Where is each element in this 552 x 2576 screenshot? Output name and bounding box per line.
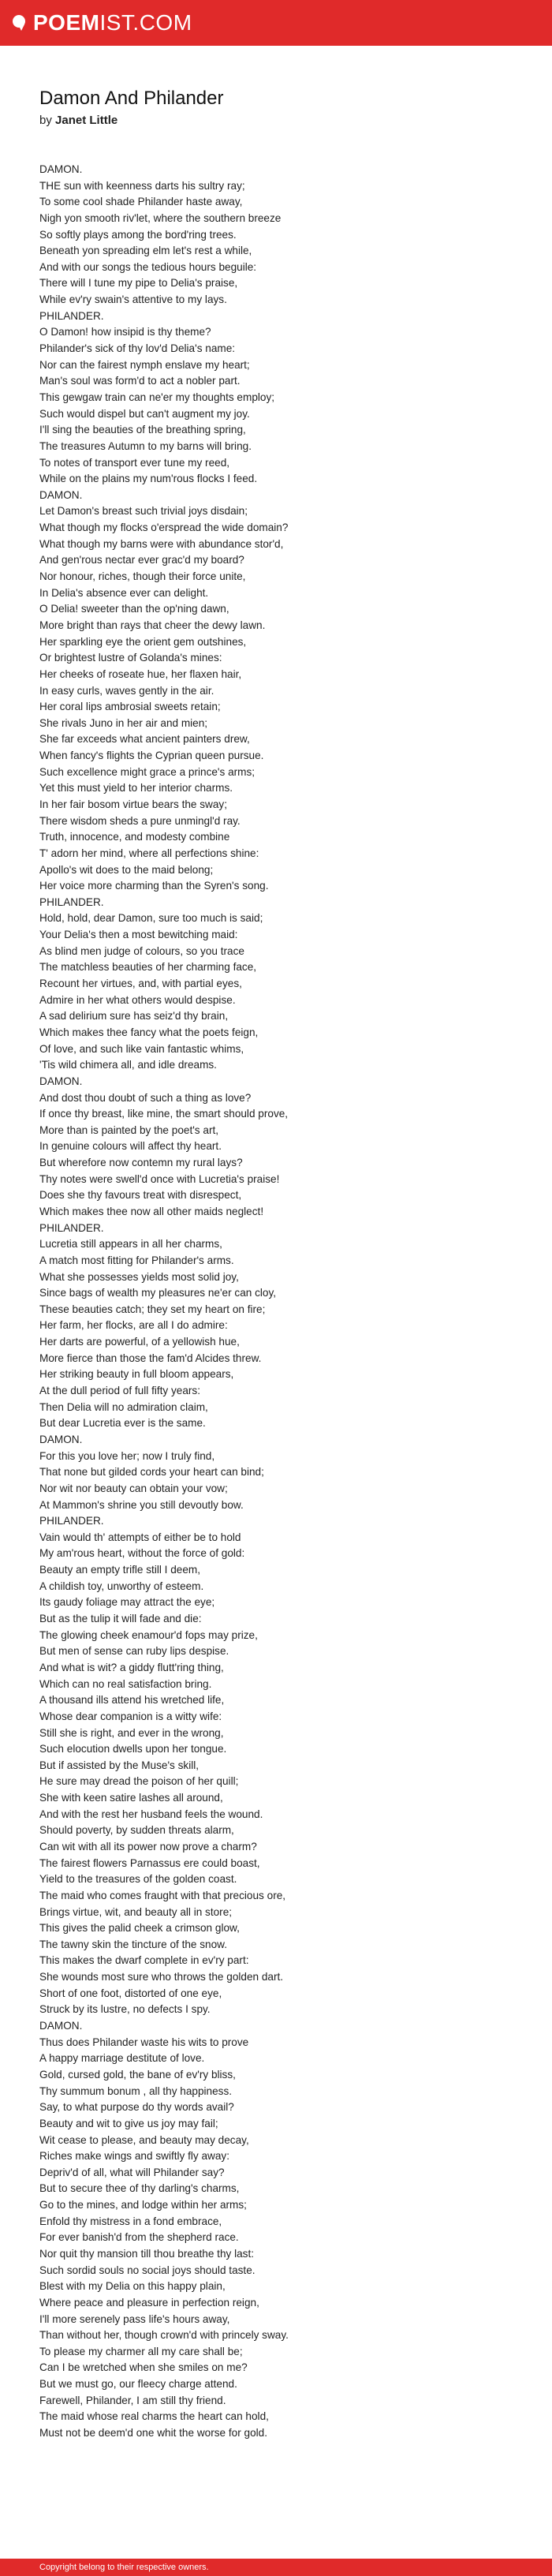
poem-line: Her coral lips ambrosial sweets retain; <box>39 701 221 713</box>
poem-line: To some cool shade Philander haste away, <box>39 196 243 208</box>
poem-line: A thousand ills attend his wretched life, <box>39 1694 225 1707</box>
poem-line: And with the rest her husband feels the wound. <box>39 1808 263 1820</box>
poem-line: Nor honour, riches, though their force unite, <box>39 570 246 583</box>
poem-line: But we must go, our fleecy charge attend. <box>39 2378 237 2391</box>
poem-line: A sad delirium sure has seiz'd thy brain, <box>39 1010 229 1023</box>
poem-line: Thy notes were swell'd once with Lucretia's praise! <box>39 1172 280 1185</box>
poem-line: Such would dispel but can't augment my joy. <box>39 407 250 420</box>
author-link[interactable]: Janet Little <box>55 114 118 127</box>
poem-line: But dear Lucretia ever is the same. <box>39 1417 206 1430</box>
poem-line: When fancy's flights the Cyprian queen pursue. <box>39 750 264 762</box>
poem-line: The maid whose real charms the heart can hold, <box>39 2410 269 2423</box>
poem-line: At the dull period of full fifty years: <box>39 1385 201 1397</box>
poem-line: Which makes thee now all other maids neglect! <box>39 1206 264 1217</box>
poem-line: More than is painted by the poet's art, <box>39 1123 219 1136</box>
poem-line: There wisdom sheds a pure unmingl'd ray. <box>39 814 241 827</box>
poem-line: Thus does Philander waste his wits to prove <box>39 2036 249 2048</box>
poem-line: And gen'rous nectar ever grac'd my board? <box>39 554 244 566</box>
poem-line: I'll sing the beauties of the breathing spring, <box>39 424 246 436</box>
poem-line: What though my flocks o'erspread the wide domain? <box>39 522 289 534</box>
poem-line: If once thy breast, like mine, the smart should prove, <box>39 1108 289 1120</box>
poem-line: Nor can the fairest nymph enslave my heart; <box>39 358 250 371</box>
poem-line: The tawny skin the tincture of the snow. <box>39 1938 228 1950</box>
poem-line: Blest with my Delia on this happy plain, <box>39 2280 226 2293</box>
poem-line: Whose dear companion is a witty wife: <box>39 1710 222 1722</box>
poem-line: Which can no real satisfaction bring. <box>39 1677 212 1690</box>
poem-line: Must not be deem'd one whit the worse for gold. <box>39 2427 267 2440</box>
poem-line: In Delia's absence ever can delight. <box>39 586 209 599</box>
poem-line: My am'rous heart, without the force of gold: <box>39 1547 245 1560</box>
poem-line: A match most fitting for Philander's arms. <box>39 1254 234 1266</box>
poem-line: Short of one foot, distorted of one eye, <box>39 1987 222 1999</box>
poem-line: In her fair bosom virtue bears the sway; <box>39 798 227 810</box>
poem-line: Such excellence might grace a prince's arms; <box>39 765 255 778</box>
poem-line: Such sordid souls no social joys should taste. <box>39 2264 255 2276</box>
poem-line: PHILANDER. <box>39 1515 104 1527</box>
poem-line: Farewell, Philander, I am still thy friend. <box>39 2394 226 2406</box>
poem-line: To notes of transport ever tune my reed, <box>39 456 230 469</box>
poem-line: Nor quit thy mansion till thou breathe thy last: <box>39 2248 255 2260</box>
poem-line: The maid who comes fraught with that precious ore, <box>39 1889 286 1901</box>
poem-line: She wounds most sure who throws the golden dart. <box>39 1971 284 1983</box>
pen-nib-icon[interactable] <box>11 15 27 31</box>
poem-line: Your Delia's then a most bewitching maid: <box>39 929 238 941</box>
poem-line: These beauties catch; they set my heart on fire; <box>39 1303 266 1315</box>
poem-line: Thy summum bonum , all thy happiness. <box>39 2084 233 2097</box>
site-logo[interactable] <box>33 10 192 36</box>
poem-line: Then Delia will no admiration claim, <box>39 1400 208 1413</box>
poem-line: Does she thy favours treat with disrespect, <box>39 1189 242 1202</box>
poem-line: She far exceeds what ancient painters drew, <box>39 733 250 746</box>
byline <box>39 113 513 129</box>
poem-line: What she possesses yields most solid joy, <box>39 1270 239 1283</box>
poem-line: Yet this must yield to her interior charms. <box>39 782 233 794</box>
poem-line: Gold, cursed gold, the bane of ev'ry bliss, <box>39 2068 236 2081</box>
poem-line: She with keen satire lashes all around, <box>39 1792 223 1804</box>
poem-line: Should poverty, by sudden threats alarm, <box>39 1824 234 1837</box>
poem-line: Her darts are powerful, of a yellowish hue, <box>39 1336 240 1348</box>
poem-line: 'Tis wild chimera all, and idle dreams. <box>39 1059 217 1071</box>
site-header <box>0 0 552 46</box>
poem-line: Her sparkling eye the orient gem outshines, <box>39 635 247 648</box>
poem-body <box>39 162 513 2442</box>
poem-line: And what is wit? a giddy flutt'ring thing, <box>39 1661 224 1673</box>
poem-line: DAMON. <box>39 163 83 175</box>
poem-line: And dost thou doubt of such a thing as love? <box>39 1091 252 1104</box>
poem-line: This makes the dwarf complete in ev'ry part: <box>39 1954 249 1967</box>
poem-container <box>39 87 513 2442</box>
poem-line: Nor wit nor beauty can obtain your vow; <box>39 1482 228 1494</box>
poem-line: Hold, hold, dear Damon, sure too much is said; <box>39 912 263 925</box>
poem-line: But wherefore now contemn my rural lays? <box>39 1157 243 1169</box>
poem-line: Go to the mines, and lodge within her arms; <box>39 2199 247 2211</box>
poem-line: The treasures Autumn to my barns will bring. <box>39 439 252 452</box>
poem-line: Admire in her what others would despise. <box>39 993 236 1006</box>
poem-line: She rivals Juno in her air and mien; <box>39 716 208 729</box>
poem-line: More fierce than those the fam'd Alcides threw. <box>39 1352 262 1364</box>
poem-line: So softly plays among the bord'ring trees. <box>39 228 237 241</box>
poem-line: But as the tulip it will fade and die: <box>39 1613 202 1625</box>
poem-line: Which makes thee fancy what the poets feign, <box>39 1026 259 1038</box>
poem-line: Such elocution dwells upon her tongue. <box>39 1743 227 1755</box>
poem-line: The fairest flowers Parnassus ere could boast, <box>39 1856 260 1869</box>
poem-line: DAMON. <box>39 1075 83 1087</box>
site-footer <box>0 2559 552 2576</box>
poem-line: But men of sense can ruby lips despise. <box>39 1645 229 1658</box>
poem-line: PHILANDER. <box>39 895 104 908</box>
logo-bold-text: POEM <box>33 10 100 35</box>
poem-line: In easy curls, waves gently in the air. <box>39 684 214 697</box>
poem-line: That none but gilded cords your heart can bind; <box>39 1466 264 1479</box>
poem-line: Yield to the treasures of the golden coast. <box>39 1873 237 1886</box>
poem-line: O Damon! how insipid is thy theme? <box>39 326 211 338</box>
poem-line: Or brightest lustre of Golanda's mines: <box>39 652 222 664</box>
poem-line: Man's soul was form'd to act a nobler part. <box>39 375 241 387</box>
poem-line: Can I be wretched when she smiles on me? <box>39 2361 248 2374</box>
poem-line: Beneath yon spreading elm let's rest a while, <box>39 245 252 257</box>
poem-line: Brings virtue, wit, and beauty all in store; <box>39 1905 233 1918</box>
poem-line: I'll more serenely pass life's hours away, <box>39 2312 230 2325</box>
poem-line: In genuine colours will affect thy heart. <box>39 1140 222 1153</box>
copyright-text: Copyright belong to their respective owners. <box>39 2563 209 2572</box>
poem-line: More bright than rays that cheer the dewy lawn. <box>39 619 266 631</box>
poem-line: The matchless beauties of her charming face, <box>39 961 257 974</box>
poem-line: Philander's sick of thy lov'd Delia's name: <box>39 342 236 355</box>
poem-line: While on the plains my num'rous flocks I feed. <box>39 473 258 485</box>
poem-title: Damon And Philander <box>39 88 224 109</box>
poem-line: Lucretia still appears in all her charms, <box>39 1238 222 1251</box>
poem-line: Beauty an empty trifle still I deem, <box>39 1564 200 1576</box>
poem-line: A childish toy, unworthy of esteem. <box>39 1580 204 1592</box>
poem-line: He sure may dread the poison of her quill; <box>39 1775 239 1788</box>
poem-line: Wit cease to please, and beauty may decay, <box>39 2133 249 2146</box>
poem-line: Her cheeks of roseate hue, her flaxen hair, <box>39 667 242 680</box>
poem-line: But to secure thee of thy darling's charms, <box>39 2182 240 2195</box>
poem-line: DAMON. <box>39 488 83 501</box>
poem-line: DAMON. <box>39 1433 83 1445</box>
poem-line: But if assisted by the Muse's skill, <box>39 1759 200 1771</box>
poem-line: PHILANDER. <box>39 1221 104 1234</box>
poem-line: Struck by its lustre, no defects I spy. <box>39 2003 211 2016</box>
poem-line: DAMON. <box>39 2020 83 2032</box>
poem-line: Than without her, though crown'd with princely sway. <box>39 2329 289 2342</box>
poem-line: Where peace and pleasure in perfection reign, <box>39 2296 259 2309</box>
poem-line: Let Damon's breast such trivial joys disdain; <box>39 505 248 518</box>
poem-line: Recount her virtues, and, with partial eyes, <box>39 978 242 990</box>
poem-line: A happy marriage destitute of love. <box>39 2052 205 2065</box>
poem-line: Can wit with all its power now prove a charm? <box>39 1840 257 1853</box>
poem-line: Her striking beauty in full bloom appears, <box>39 1368 234 1381</box>
poem-line: Enfold thy mistress in a fond embrace, <box>39 2215 222 2227</box>
poem-line: At Mammon's shrine you still devoutly bow. <box>39 1498 244 1511</box>
logo-light-text: IST.COM <box>99 10 192 35</box>
poem-line: Of love, and such like vain fantastic whims, <box>39 1042 244 1055</box>
poem-line: To please my charmer all my care shall be; <box>39 2345 243 2357</box>
poem-line: This gives the palid cheek a crimson glow, <box>39 1922 240 1935</box>
poem-line: For ever banish'd from the shepherd race. <box>39 2231 239 2244</box>
poem-line: O Delia! sweeter than the op'ning dawn, <box>39 603 229 615</box>
poem-line: PHILANDER. <box>39 309 104 322</box>
poem-line: Still she is right, and ever in the wrong, <box>39 1726 224 1739</box>
poem-line: T' adorn her mind, where all perfections shine: <box>39 847 259 859</box>
poem-line: Truth, innocence, and modesty combine <box>39 831 230 843</box>
poem-line: Riches make wings and swiftly fly away: <box>39 2150 229 2163</box>
poem-line: The glowing cheek enamour'd fops may prize, <box>39 1628 258 1641</box>
poem-line: Beauty and wit to give us joy may fail; <box>39 2117 218 2129</box>
poem-line: Apollo's wit does to the maid belong; <box>39 863 214 876</box>
poem-line: This gewgaw train can ne'er my thoughts employ; <box>39 391 275 403</box>
poem-line: As blind men judge of colours, so you trace <box>39 944 244 957</box>
poem-line: THE sun with keenness darts his sultry ray; <box>39 179 245 192</box>
poem-line: While ev'ry swain's attentive to my lays. <box>39 293 227 306</box>
poem-line: Her farm, her flocks, are all I do admire: <box>39 1319 228 1332</box>
poem-line: And with our songs the tedious hours beguile: <box>39 260 257 273</box>
poem-line: Her voice more charming than the Syren's song. <box>39 880 269 892</box>
poem-line: Say, to what purpose do thy words avail? <box>39 2101 234 2114</box>
poem-line: Nigh yon smooth riv'let, where the southern breeze <box>39 211 282 224</box>
poem-line: Vain would th' attempts of either be to hold <box>39 1531 241 1543</box>
poem-line: For this you love her; now I truly find, <box>39 1449 215 1462</box>
by-label: by <box>39 114 56 127</box>
poem-line: There will I tune my pipe to Delia's praise, <box>39 277 238 290</box>
poem-line: What though my barns were with abundance stor'd, <box>39 537 284 550</box>
poem-line: Since bags of wealth my pleasures ne'er can cloy, <box>39 1287 277 1299</box>
poem-line: Depriv'd of all, what will Philander say? <box>39 2166 225 2178</box>
poem-line: Its gaudy foliage may attract the eye; <box>39 1596 215 1609</box>
